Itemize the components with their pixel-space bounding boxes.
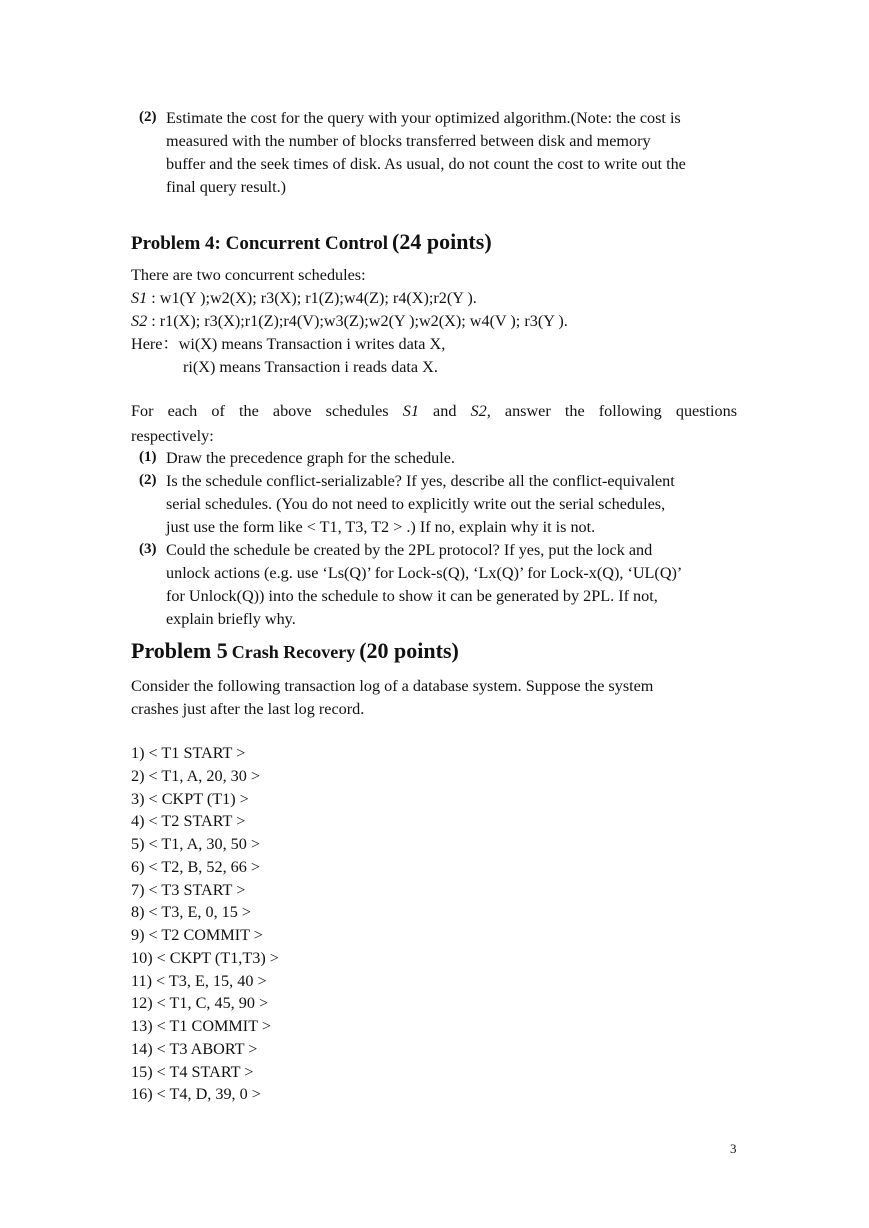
log-record: 8) < T3, E, 0, 15 > [131,903,252,922]
item-line: serial schedules. (You do not need to explicitly write out the serial schedules, [166,495,666,513]
question-start: For each of the above schedules [131,402,389,420]
question-s1: S1 [402,402,419,420]
item-line: explain briefly why. [166,610,296,628]
item-line: for Unlock(Q)) into the schedule to show it can be generated by 2PL. If not, [166,587,658,605]
here-wi: wi(X) means Transaction i writes data X, [178,335,446,353]
problem4-points: (24 points) [392,229,492,254]
log-record: 1) < T1 START > [131,744,246,762]
log-record: 12) < T1, C, 45, 90 > [131,994,269,1013]
problem4-title: Problem 4: Concurrent Control [131,233,389,254]
log-record: 7) < T3 START > [131,880,246,899]
log-record: 13) < T1 COMMIT > [131,1017,271,1035]
log-record: 10) < CKPT (T1,T3) > [131,948,279,967]
item-number: (2) [139,472,157,488]
log-record: 2) < T1, A, 20, 30 > [131,766,261,785]
log-record: 3) < CKPT (T1) > [131,789,249,808]
s2-label: S2 [131,312,148,330]
s2-operations: : r1(X); r3(X);r1(Z);r4(V);w3(Z);w2(Y );w2(X); w4(V ); r3(Y ). [147,312,568,330]
question-end: answer the following questions [504,402,737,420]
page-number: 3 [730,1141,737,1156]
log-record: 14) < T3 ABORT > [131,1039,258,1058]
part2-line: final query result.) [166,178,287,196]
question-and: and [433,402,457,420]
problem5-intro-line: Consider the following transaction log of a database system. Suppose the system [131,677,654,695]
problem4-intro: There are two concurrent schedules: [131,266,366,284]
log-record: 15) < T4 START > [131,1062,254,1081]
problem5-points: (20 points) [359,638,459,663]
log-record: 11) < T3, E, 15, 40 > [131,971,267,990]
item-line: Could the schedule be created by the 2PL protocol? If yes, put the lock and [166,541,653,559]
item-line: just use the form like < T1, T3, T2 > .) If no, explain why it is not. [166,518,596,536]
log-record: 4) < T2 START > [131,812,246,831]
log-record: 6) < T2, B, 52, 66 > [131,857,261,876]
here-ri: ri(X) means Transaction i reads data X. [183,358,438,376]
here-label: Here： [131,335,179,353]
problem4-heading [131,229,492,255]
item-line: Is the schedule conflict-serializable? If yes, describe all the conflict-equivalent [166,472,675,490]
item-number: (3) [139,541,157,557]
item-line: unlock actions (e.g. use ‘Ls(Q)’ for Lock-s(Q), ‘Lx(Q)’ for Lock-x(Q), ‘UL(Q)’ [166,564,683,582]
s1-label: S1 [131,289,148,307]
problem5-intro-line: crashes just after the last log record. [131,700,365,718]
schedule-s2 [131,310,568,333]
item-number: (1) [139,449,157,465]
problem5-word: Problem 5 [131,638,228,663]
notation-here [131,333,445,356]
question-s2: S2, [470,402,491,420]
s1-operations: : w1(Y );w2(X); r3(X); r1(Z);w4(Z); r4(X);r2(Y ). [147,289,477,307]
log-record: 16) < T4, D, 39, 0 > [131,1085,261,1104]
part2-line: buffer and the seek times of disk. As usual, do not count the cost to write out the [166,155,686,173]
log-record: 9) < T2 COMMIT > [131,926,263,944]
question-line-1 [131,402,737,421]
problem5-topic: Crash Recovery [231,642,356,662]
log-record: 5) < T1, A, 30, 50 > [131,835,261,853]
question-line-2: respectively: [131,427,214,445]
part2-line: Estimate the cost for the query with your optimized algorithm.(Note: the cost is [166,109,681,127]
problem5-heading [131,638,459,664]
part2-line: measured with the number of blocks transferred between disk and memory [166,132,651,150]
schedule-s1 [131,287,477,310]
part2-number: (2) [139,109,157,125]
item-line: Draw the precedence graph for the schedule. [166,449,455,467]
